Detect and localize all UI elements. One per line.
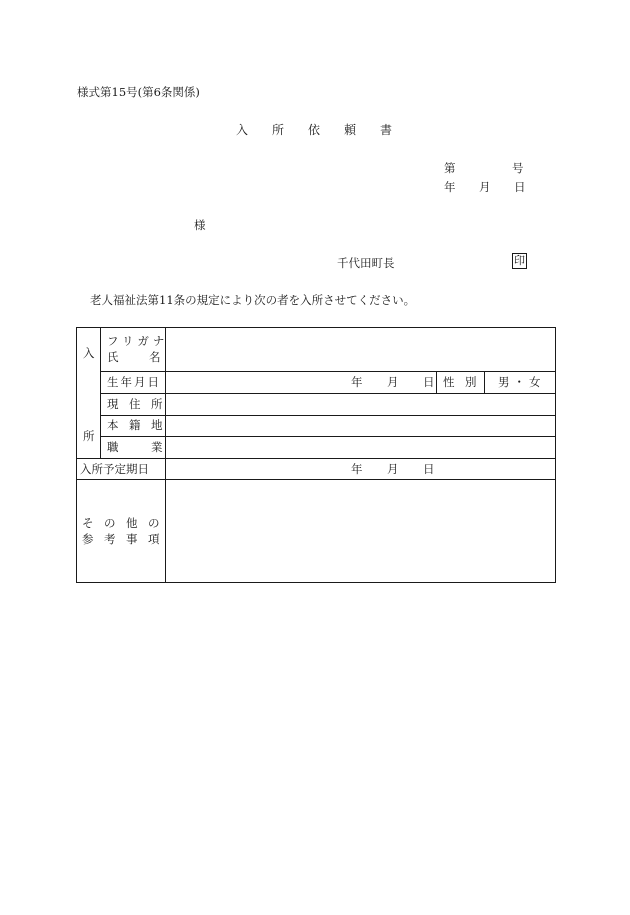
title-char: 入: [236, 123, 249, 137]
gender-options[interactable]: 男・女: [498, 375, 545, 389]
birthdate-label: 生年月日: [107, 375, 161, 389]
gender-label: [443, 375, 477, 389]
form-number: 様式第15号(第6条関係): [77, 85, 200, 99]
other-char: 項: [148, 532, 160, 546]
addressee: 様: [194, 218, 206, 232]
occupation-label-char: 職: [107, 440, 119, 454]
address-label-char: 住: [129, 397, 141, 411]
birth-year: 年: [351, 375, 363, 389]
planned-date-label: 入所予定期日: [80, 462, 149, 476]
occupation-label-char: 業: [151, 440, 163, 454]
other-char: の: [148, 516, 160, 530]
number-suffix: 号: [512, 161, 524, 175]
title-char: 所: [272, 123, 285, 137]
address-label-char: 所: [151, 397, 163, 411]
application-table: [76, 327, 556, 583]
document-number-line: [444, 160, 524, 176]
gender-label-char: 性: [443, 375, 455, 389]
address-label-char: 現: [107, 397, 119, 411]
mayor-title: 千代田町長: [337, 256, 395, 270]
other-char: そ: [82, 516, 94, 530]
other-char: 事: [126, 532, 138, 546]
planned-date-field[interactable]: [351, 462, 435, 476]
request-statement: 老人福祉法第11条の規定により次の者を入所させてください。: [90, 293, 416, 307]
birth-day: 日: [423, 375, 435, 389]
name-label-char: 氏: [107, 350, 119, 364]
domicile-field[interactable]: [167, 416, 555, 435]
planned-month: 月: [387, 462, 399, 476]
name-field[interactable]: [167, 329, 555, 370]
title-char: 依: [308, 123, 321, 137]
other-char: の: [104, 516, 116, 530]
number-prefix: 第: [444, 161, 456, 175]
occupation-field[interactable]: [167, 437, 555, 457]
title-char: 頼: [344, 123, 357, 137]
date-month: 月: [479, 180, 491, 194]
address-field[interactable]: [167, 394, 555, 414]
domicile-label-char: 籍: [129, 418, 141, 432]
furigana-label: フリガナ: [107, 334, 169, 348]
other-notes-label-line2: [82, 532, 160, 546]
divider: [77, 458, 556, 459]
date-year: 年: [444, 180, 456, 194]
birthdate-field[interactable]: [351, 375, 435, 389]
birth-month: 月: [387, 375, 399, 389]
name-label: [107, 350, 161, 364]
date-day: 日: [514, 180, 526, 194]
divider: [484, 371, 485, 393]
other-char: 参: [82, 532, 94, 546]
other-notes-label-line1: [82, 516, 160, 530]
document-title: [236, 121, 416, 138]
other-notes-field[interactable]: [167, 480, 555, 582]
title-char: 書: [380, 123, 393, 137]
domicile-label-char: 本: [107, 418, 119, 432]
domicile-label-char: 地: [151, 418, 163, 432]
occupation-label: [107, 440, 163, 454]
issue-date-line: [444, 179, 549, 195]
name-label-char: 名: [149, 350, 161, 364]
divider: [165, 328, 166, 583]
divider: [436, 371, 437, 393]
divider: [100, 371, 556, 372]
planned-year: 年: [351, 462, 363, 476]
other-char: 他: [126, 516, 138, 530]
applicant-label-bottom: 所: [83, 429, 95, 443]
other-char: 考: [104, 532, 116, 546]
applicant-label-top: 入: [83, 346, 95, 360]
planned-day: 日: [423, 462, 435, 476]
address-label: [107, 397, 163, 411]
domicile-label: [107, 418, 163, 432]
seal-mark: 印: [514, 254, 525, 267]
gender-label-char: 別: [465, 375, 477, 389]
